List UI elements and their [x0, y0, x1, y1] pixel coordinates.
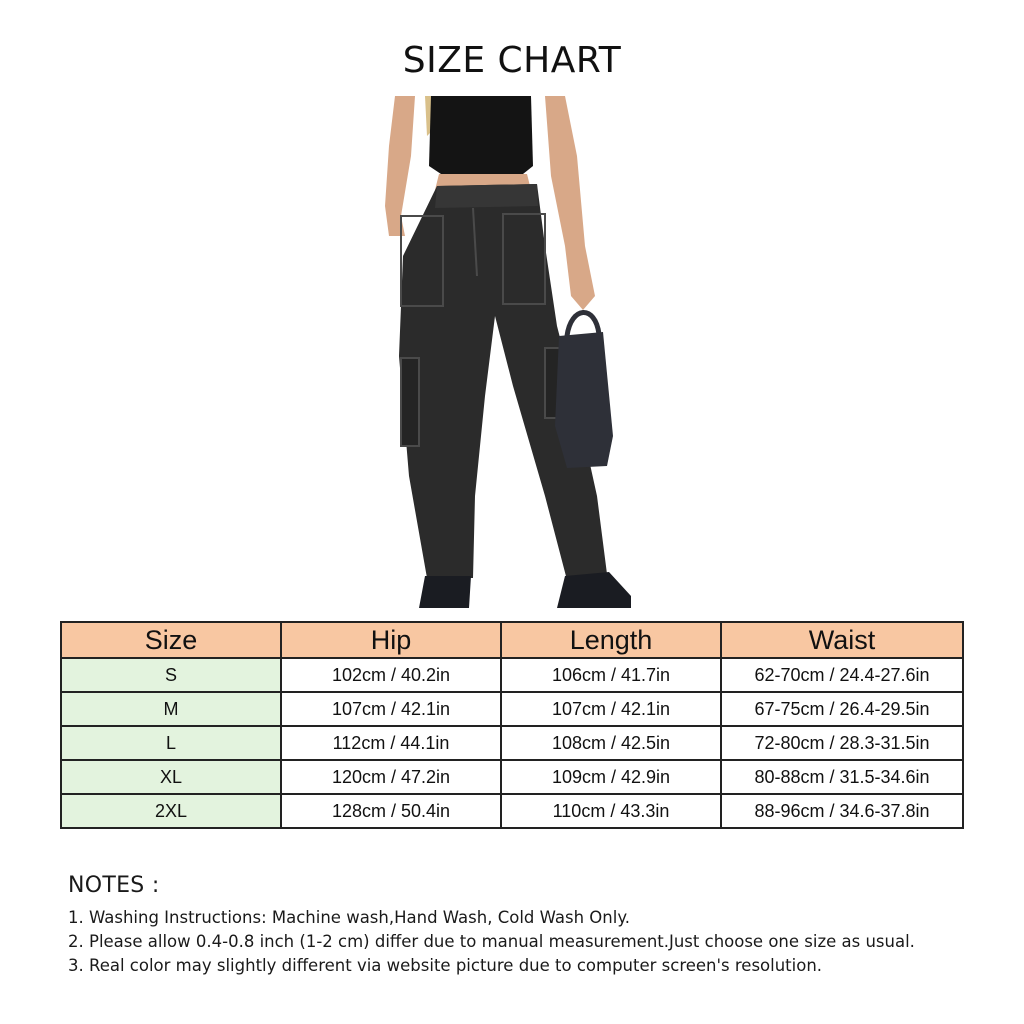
length-cell: 106cm / 41.7in — [501, 658, 721, 692]
length-cell: 108cm / 42.5in — [501, 726, 721, 760]
right-shoe — [557, 572, 631, 608]
table-row — [61, 658, 963, 692]
note-item: 3. Real color may slightly different via website picture due to computer screen's resolution. — [68, 956, 823, 975]
size-cell: XL — [61, 760, 281, 794]
hip-cell: 107cm / 42.1in — [281, 692, 501, 726]
header-size: Size — [61, 622, 281, 658]
header-length: Length — [501, 622, 721, 658]
table-row — [61, 692, 963, 726]
waist-cell: 72-80cm / 28.3-31.5in — [721, 726, 963, 760]
right-arm — [545, 96, 595, 310]
notes-section — [68, 873, 998, 978]
product-photo — [345, 96, 645, 608]
hip-cell: 112cm / 44.1in — [281, 726, 501, 760]
crop-top — [429, 96, 533, 174]
size-cell: L — [61, 726, 281, 760]
header-hip: Hip — [281, 622, 501, 658]
left-cargo-pocket — [401, 358, 419, 446]
notes-heading: NOTES : — [68, 873, 160, 898]
size-cell: M — [61, 692, 281, 726]
length-cell: 110cm / 43.3in — [501, 794, 721, 828]
waist-cell: 62-70cm / 24.4-27.6in — [721, 658, 963, 692]
hip-cell: 120cm / 47.2in — [281, 760, 501, 794]
waist-cell: 67-75cm / 26.4-29.5in — [721, 692, 963, 726]
handbag — [555, 332, 613, 468]
left-shoe — [419, 576, 471, 608]
page-title: SIZE CHART — [402, 40, 622, 81]
notes-list — [68, 906, 998, 978]
table-row — [61, 726, 963, 760]
table-row — [61, 760, 963, 794]
length-cell: 109cm / 42.9in — [501, 760, 721, 794]
waist-cell: 80-88cm / 31.5-34.6in — [721, 760, 963, 794]
waistband — [435, 184, 538, 208]
hip-cell: 102cm / 40.2in — [281, 658, 501, 692]
table-row — [61, 794, 963, 828]
note-item: 2. Please allow 0.4-0.8 inch (1-2 cm) differ due to manual measurement.Just choose one size as usual. — [68, 932, 915, 951]
header-waist: Waist — [721, 622, 963, 658]
length-cell: 107cm / 42.1in — [501, 692, 721, 726]
size-cell: S — [61, 658, 281, 692]
note-item: 1. Washing Instructions: Machine wash,Hand Wash, Cold Wash Only. — [68, 908, 630, 927]
size-cell: 2XL — [61, 794, 281, 828]
size-table — [60, 621, 964, 829]
waist-cell: 88-96cm / 34.6-37.8in — [721, 794, 963, 828]
table-header-row — [61, 622, 963, 658]
hip-cell: 128cm / 50.4in — [281, 794, 501, 828]
